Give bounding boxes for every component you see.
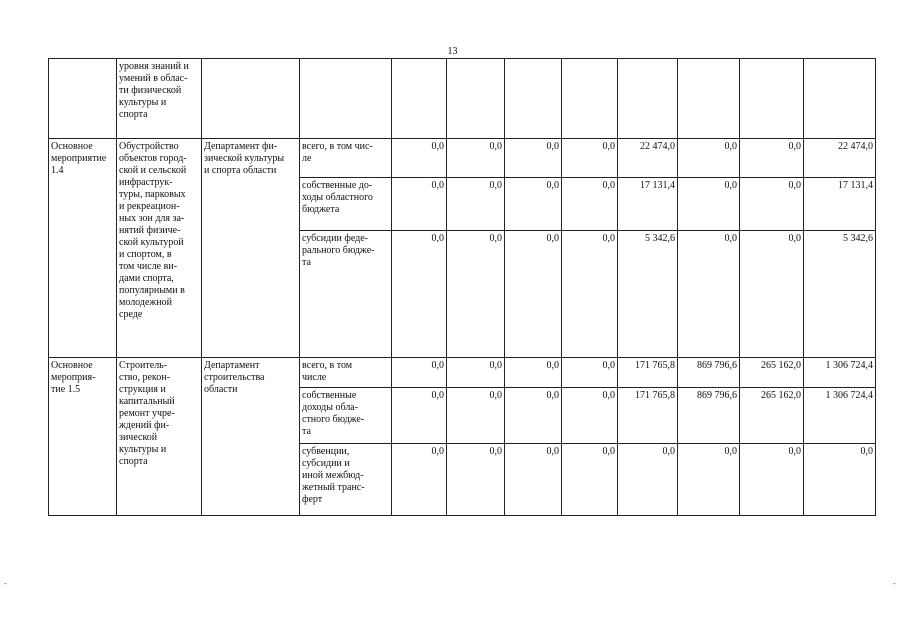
value-cell: 0,0 — [505, 358, 562, 388]
value-cell: 0,0 — [562, 358, 618, 388]
value-cell: 0,0 — [447, 358, 505, 388]
value-cell: 869 796,6 — [678, 388, 740, 444]
event-description: Строитель- ство, рекон- струкция и капитальный ремонт учре- ждений фи- зической культуры и спорта — [119, 360, 175, 467]
value-cell: 0,0 — [678, 139, 740, 178]
value-cell: 0,0 — [804, 444, 876, 516]
value-cell: 5 342,6 — [804, 231, 876, 358]
value-cell: 0,0 — [678, 178, 740, 231]
value-cell: 1 306 724,4 — [804, 358, 876, 388]
value-cell: 0,0 — [505, 388, 562, 444]
value-cell: 0,0 — [562, 178, 618, 231]
value-cell: 0,0 — [505, 139, 562, 178]
value-cell: 0,0 — [562, 388, 618, 444]
event-name: Основное мероприя- тие 1.5 — [51, 360, 96, 395]
value-cell: 22 474,0 — [804, 139, 876, 178]
value-cell: 0,0 — [505, 178, 562, 231]
value-cell: 0,0 — [562, 139, 618, 178]
value-cell: 0,0 — [562, 231, 618, 358]
value-cell: 0,0 — [392, 231, 447, 358]
value-cell: 17 131,4 — [618, 178, 678, 231]
value-cell: 171 765,8 — [618, 388, 678, 444]
value-cell: 22 474,0 — [618, 139, 678, 178]
funding-source: субсидии феде- рального бюдже- та — [302, 233, 375, 268]
executor: Департамент строительства области — [204, 360, 265, 395]
table-row — [49, 358, 876, 388]
value-cell: 0,0 — [392, 444, 447, 516]
executor: Департамент фи- зической культуры и спорта области — [204, 141, 285, 176]
value-cell: 171 765,8 — [618, 358, 678, 388]
value-cell: 0,0 — [392, 139, 447, 178]
scan-edge-mark: - — [893, 579, 896, 588]
funding-source: всего, в том чис- ле — [302, 141, 373, 164]
value-cell: 0,0 — [392, 178, 447, 231]
value-cell: 0,0 — [740, 444, 804, 516]
funding-source: собственные доходы обла- стного бюдже- та — [302, 390, 365, 437]
funding-source: собственные до- ходы областного бюджета — [302, 180, 373, 215]
continuation-text: уровня знаний и умений в облас- ти физической культуры и спорта — [119, 61, 189, 120]
value-cell: 0,0 — [392, 358, 447, 388]
value-cell: 0,0 — [447, 231, 505, 358]
table-row — [49, 59, 876, 139]
event-name: Основное мероприятие 1.4 — [51, 141, 107, 176]
value-cell: 0,0 — [447, 444, 505, 516]
value-cell: 0,0 — [392, 388, 447, 444]
value-cell: 0,0 — [678, 444, 740, 516]
value-cell: 265 162,0 — [740, 388, 804, 444]
value-cell: 0,0 — [740, 178, 804, 231]
value-cell: 5 342,6 — [618, 231, 678, 358]
value-cell: 0,0 — [562, 444, 618, 516]
value-cell: 0,0 — [447, 178, 505, 231]
value-cell: 265 162,0 — [740, 358, 804, 388]
value-cell: 0,0 — [740, 139, 804, 178]
value-cell: 1 306 724,4 — [804, 388, 876, 444]
value-cell: 17 131,4 — [804, 178, 876, 231]
value-cell: 0,0 — [447, 388, 505, 444]
event-description: Обустройство объектов город- ской и сельской инфраструк- туры, парковых и рекреацион- ных зон для за- нятий физиче- ской культурой и спортом, в том числе ви- дами спорта, популярными в молодежной среде — [119, 141, 187, 320]
value-cell: 0,0 — [505, 231, 562, 358]
value-cell: 0,0 — [678, 231, 740, 358]
funding-source: всего, в том числе — [302, 360, 353, 383]
table-row — [49, 139, 876, 178]
value-cell: 0,0 — [447, 139, 505, 178]
value-cell: 0,0 — [618, 444, 678, 516]
scan-edge-mark: - — [4, 579, 7, 588]
budget-table — [48, 58, 876, 516]
value-cell: 0,0 — [740, 231, 804, 358]
funding-source: субвенции, субсидии и иной межбюд- жетный транс- ферт — [302, 446, 365, 505]
value-cell: 869 796,6 — [678, 358, 740, 388]
page-number: 13 — [447, 46, 458, 57]
value-cell: 0,0 — [505, 444, 562, 516]
